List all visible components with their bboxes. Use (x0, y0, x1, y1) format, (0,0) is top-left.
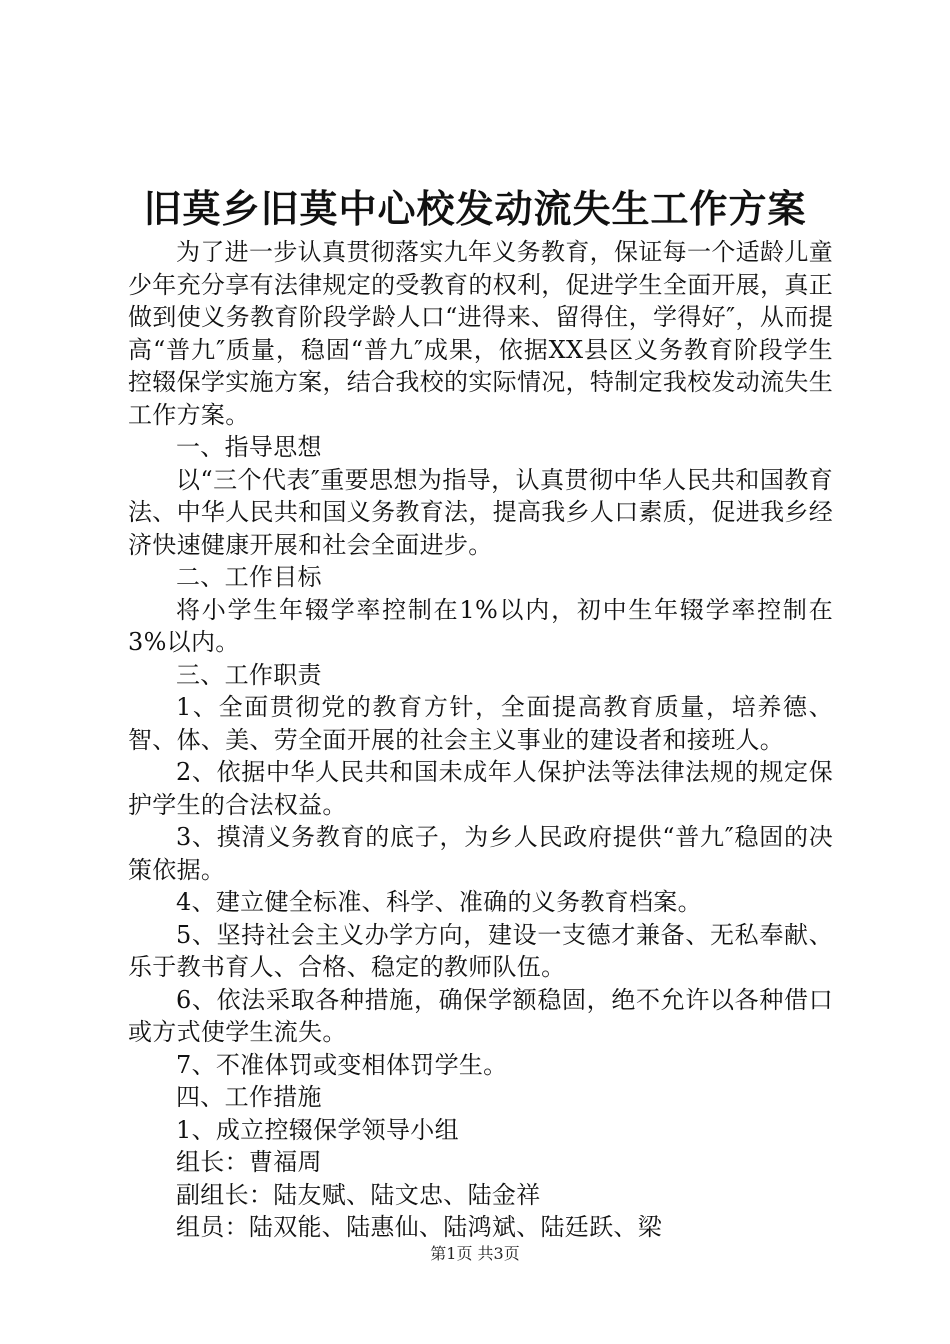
duty-item: 3、摸清义务教育的底子，为乡人民政府提供“普九″稳固的决策依据。 (128, 823, 833, 884)
guiding-thought-paragraph: 以“三个代表″重要思想为指导，认真贯彻中华人民共和国教育法、中华人民共和国义务教育法，提高我乡人口素质，促进我乡经济快速健康开展和社会全面进步。 (128, 465, 833, 559)
work-goal-paragraph: 将小学生年辍学率控制在1%以内，初中生年辍学率控制在3%以内。 (128, 595, 833, 656)
team-members: 组员：陆双能、陆惠仙、陆鸿斌、陆廷跃、梁 (176, 1213, 662, 1241)
document-title: 旧莫乡旧莫中心校发动流失生工作方案 (143, 186, 807, 231)
team-leader: 组长：曹福周 (176, 1148, 322, 1176)
section-heading-measures: 四、工作措施 (176, 1083, 322, 1111)
duty-item: 5、坚持社会主义办学方向，建设一支德才兼备、无私奉献、乐于教书育人、合格、稳定的教师队伍。 (128, 920, 833, 981)
section-heading-work-goal: 二、工作目标 (176, 563, 322, 591)
section-heading-guiding-thought: 一、指导思想 (176, 433, 322, 461)
intro-paragraph: 为了进一步认真贯彻落实九年义务教育，保证每一个适龄儿童少年充分享有法律规定的受教育的权利，促进学生全面开展，真正做到使义务教育阶段学龄人口“进得来、留得住，学得好″，从而提高“普九″质量，稳固“普九″成果，依据XX县区义务教育阶段学生控辍保学实施方案，结合我校的实际情况，特制定我校发动流失生工作方案。 (128, 238, 833, 429)
duty-item: 6、依法采取各种措施，确保学额稳固，绝不允许以各种借口或方式使学生流失。 (128, 985, 833, 1046)
team-deputy-leaders: 副组长：陆友赋、陆文忠、陆金祥 (176, 1180, 541, 1209)
page-number-footer: 第1页 共3页 (430, 1244, 520, 1263)
duty-item: 2、依据中华人民共和国未成年人保护法等法律法规的规定保护学生的合法权益。 (128, 758, 833, 819)
measure-item: 1、成立控辍保学领导小组 (176, 1115, 459, 1144)
duty-item: 4、建立健全标准、科学、准确的义务教育档案。 (176, 888, 702, 916)
section-heading-duties: 三、工作职责 (176, 660, 322, 689)
document-body (128, 236, 833, 1244)
duty-item: 1、全面贯彻党的教育方针，全面提高教育质量，培养德、智、体、美、劳全面开展的社会主义事业的建设者和接班人。 (128, 693, 833, 754)
duty-item: 7、不准体罚或变相体罚学生。 (176, 1050, 508, 1079)
